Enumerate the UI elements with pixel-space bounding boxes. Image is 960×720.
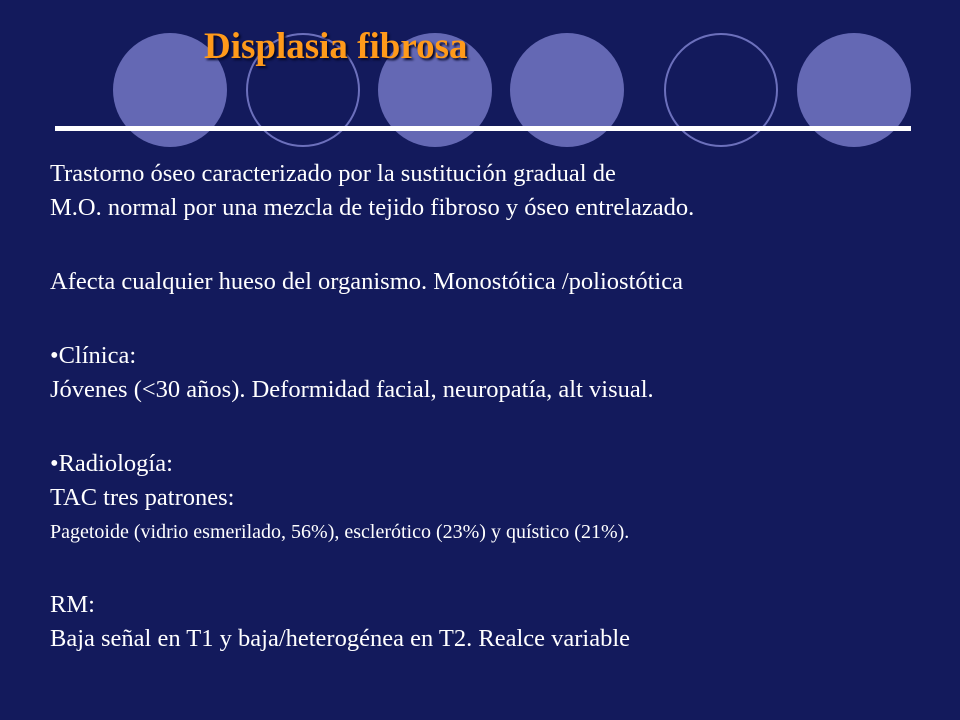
rm-heading: RM: (50, 591, 95, 618)
title-divider (55, 126, 911, 131)
location-line: Afecta cualquier hueso del organismo. Monostótica /poliostótica (50, 268, 683, 295)
paragraph-gap (50, 225, 940, 265)
paragraph-gap (50, 549, 940, 588)
slide-body (50, 157, 940, 656)
definition-line-2: M.O. normal por una mezcla de tejido fibroso y óseo entrelazado. (50, 194, 695, 221)
rm-text: Baja señal en T1 y baja/heterogénea en T2. Realce variable (50, 625, 631, 652)
clinica-text: Jóvenes (<30 años). Deformidad facial, neuropatía, alt visual. (50, 376, 654, 403)
tac-label: TAC tres patrones: (50, 484, 235, 511)
clinica-heading: •Clínica: (50, 342, 137, 369)
tac-patterns: Pagetoide (vidrio esmerilado, 56%), esclerótico (23%) y quístico (21%). (50, 521, 630, 543)
paragraph-gap (50, 407, 940, 447)
paragraph-gap (50, 299, 940, 339)
slide-title: Displasia fibrosa (204, 26, 468, 67)
radiologia-heading: •Radiología: (50, 450, 173, 477)
definition-line-1: Trastorno óseo caracterizado por la sustitución gradual de (50, 160, 616, 187)
